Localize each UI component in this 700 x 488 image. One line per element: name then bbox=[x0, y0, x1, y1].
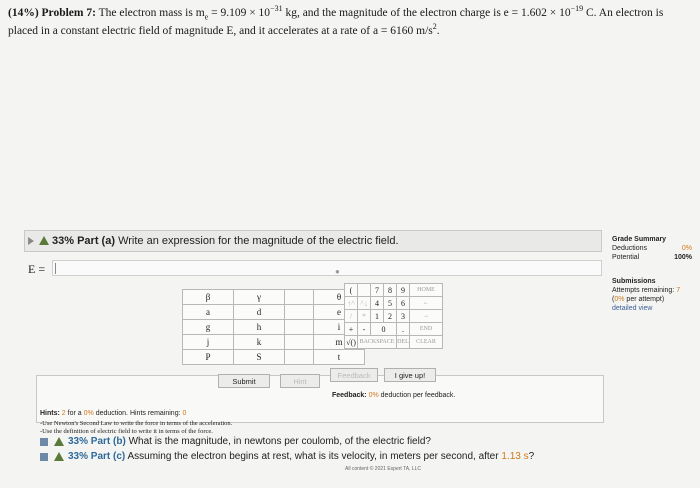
text-caret bbox=[55, 263, 56, 274]
variable-key[interactable]: m bbox=[314, 335, 365, 350]
feedback-button[interactable]: Feedback bbox=[330, 368, 378, 382]
copyright-footer: All content © 2021 Expert TA, LLC bbox=[345, 466, 422, 472]
key-4[interactable]: 4 bbox=[371, 297, 384, 310]
variable-key[interactable]: t bbox=[314, 350, 365, 365]
key-open-paren[interactable]: ( bbox=[345, 284, 358, 297]
variable-key[interactable]: j bbox=[183, 335, 234, 350]
key-0[interactable]: 0 bbox=[371, 323, 397, 336]
key-dot[interactable]: . bbox=[397, 323, 410, 336]
part-b-status-icon bbox=[40, 438, 48, 446]
key-sqrt[interactable]: √() bbox=[346, 337, 356, 347]
warning-icon bbox=[54, 452, 64, 461]
key-minus[interactable]: - bbox=[358, 323, 371, 336]
hint-2: -Use the definition of electric field to write it in terms of the force. bbox=[40, 428, 213, 435]
cursor-marker-icon: ● bbox=[335, 267, 340, 276]
key-backspace[interactable]: BACKSPACE bbox=[358, 336, 397, 349]
variable-key[interactable]: g bbox=[183, 320, 234, 335]
key-multiply[interactable]: * bbox=[358, 310, 371, 323]
grade-summary: Grade Summary Deductions 0% Potential 100% bbox=[612, 236, 692, 261]
key-close-paren[interactable] bbox=[358, 284, 371, 297]
hint-button[interactable]: Hint bbox=[280, 374, 320, 388]
variable-key[interactable]: h bbox=[234, 320, 285, 335]
warning-icon bbox=[39, 236, 49, 245]
detailed-view-link[interactable]: detailed view bbox=[612, 305, 653, 312]
problem-label: (14%) Problem 7: bbox=[8, 7, 96, 19]
key-power-up[interactable]: ↑^ bbox=[345, 297, 358, 310]
key-2[interactable]: 2 bbox=[384, 310, 397, 323]
key-spacer bbox=[285, 320, 314, 335]
key-right[interactable]: → bbox=[410, 310, 443, 323]
feedback-info: Feedback: 0% deduction per feedback. bbox=[332, 392, 456, 399]
variable-key[interactable]: γ bbox=[234, 290, 285, 305]
equation-label: E = bbox=[28, 262, 46, 276]
key-9[interactable]: 9 bbox=[397, 284, 410, 297]
variable-key[interactable]: P bbox=[183, 350, 234, 365]
key-1[interactable]: 1 bbox=[371, 310, 384, 323]
key-5[interactable]: 5 bbox=[384, 297, 397, 310]
answer-input[interactable] bbox=[52, 260, 602, 276]
key-spacer bbox=[285, 305, 314, 320]
key-3[interactable]: 3 bbox=[397, 310, 410, 323]
problem-statement: (14%) Problem 7: The electron mass is $m_e = 9.109 \times 10^{-31}$ kg, and the magnitude of the electron charge is $e = 1.602 \times 10^{-19}$ C. An electron is placed in a constant electric field of magnitude E, and it accelerates at a rate of a = 6160 $m/s^2$. bbox=[8, 4, 664, 38]
key-divide[interactable]: / bbox=[345, 310, 358, 323]
key-spacer bbox=[285, 290, 314, 305]
hints-info: Hints: 2 for a 0% deduction. Hints remaining: 0 bbox=[40, 410, 187, 417]
variable-key[interactable]: d bbox=[234, 305, 285, 320]
hints-count-link[interactable]: 2 bbox=[61, 410, 66, 417]
key-del[interactable]: DEL bbox=[397, 336, 410, 349]
key-spacer bbox=[285, 350, 314, 365]
key-spacer bbox=[285, 335, 314, 350]
give-up-button[interactable]: I give up! bbox=[384, 368, 436, 382]
variable-key[interactable]: β bbox=[183, 290, 234, 305]
part-a-title: 33% Part (a) Write an expression for the magnitude of the electric field. bbox=[52, 235, 399, 247]
key-home[interactable]: HOME bbox=[410, 284, 443, 297]
variable-key[interactable]: a bbox=[183, 305, 234, 320]
hint-1: -Use Newton's Second Law to write the force in terms of the acceleration. bbox=[40, 420, 233, 427]
variable-key[interactable]: S bbox=[234, 350, 285, 365]
key-plus[interactable]: + bbox=[345, 323, 358, 336]
variable-key[interactable]: e bbox=[314, 305, 365, 320]
part-c-status-icon bbox=[40, 453, 48, 461]
key-7[interactable]: 7 bbox=[371, 284, 384, 297]
numeric-keypad bbox=[344, 283, 443, 349]
key-end[interactable]: END bbox=[410, 323, 443, 336]
submissions-panel: Submissions Attempts remaining: 7 (0% per attempt) detailed view bbox=[612, 277, 698, 313]
variable-key[interactable]: θ bbox=[314, 290, 365, 305]
warning-icon bbox=[54, 437, 64, 446]
key-clear[interactable]: CLEAR bbox=[410, 336, 443, 349]
variable-key[interactable]: k bbox=[234, 335, 285, 350]
key-8[interactable]: 8 bbox=[384, 284, 397, 297]
part-b-title[interactable]: 33% Part (b) What is the magnitude, in newtons per coulomb, of the electric field? bbox=[68, 436, 431, 447]
variable-key[interactable]: i bbox=[314, 320, 365, 335]
part-c-title[interactable]: 33% Part (c) Assuming the electron begins at rest, what is its velocity, in meters per second, after 1.13 s? bbox=[68, 451, 535, 462]
expand-triangle-icon[interactable] bbox=[28, 237, 34, 245]
variable-keypad bbox=[182, 289, 365, 365]
key-left[interactable]: ← bbox=[410, 297, 443, 310]
submit-button[interactable]: Submit bbox=[218, 374, 270, 388]
key-6[interactable]: 6 bbox=[397, 297, 410, 310]
key-power-down[interactable]: ^↓ bbox=[358, 297, 371, 310]
